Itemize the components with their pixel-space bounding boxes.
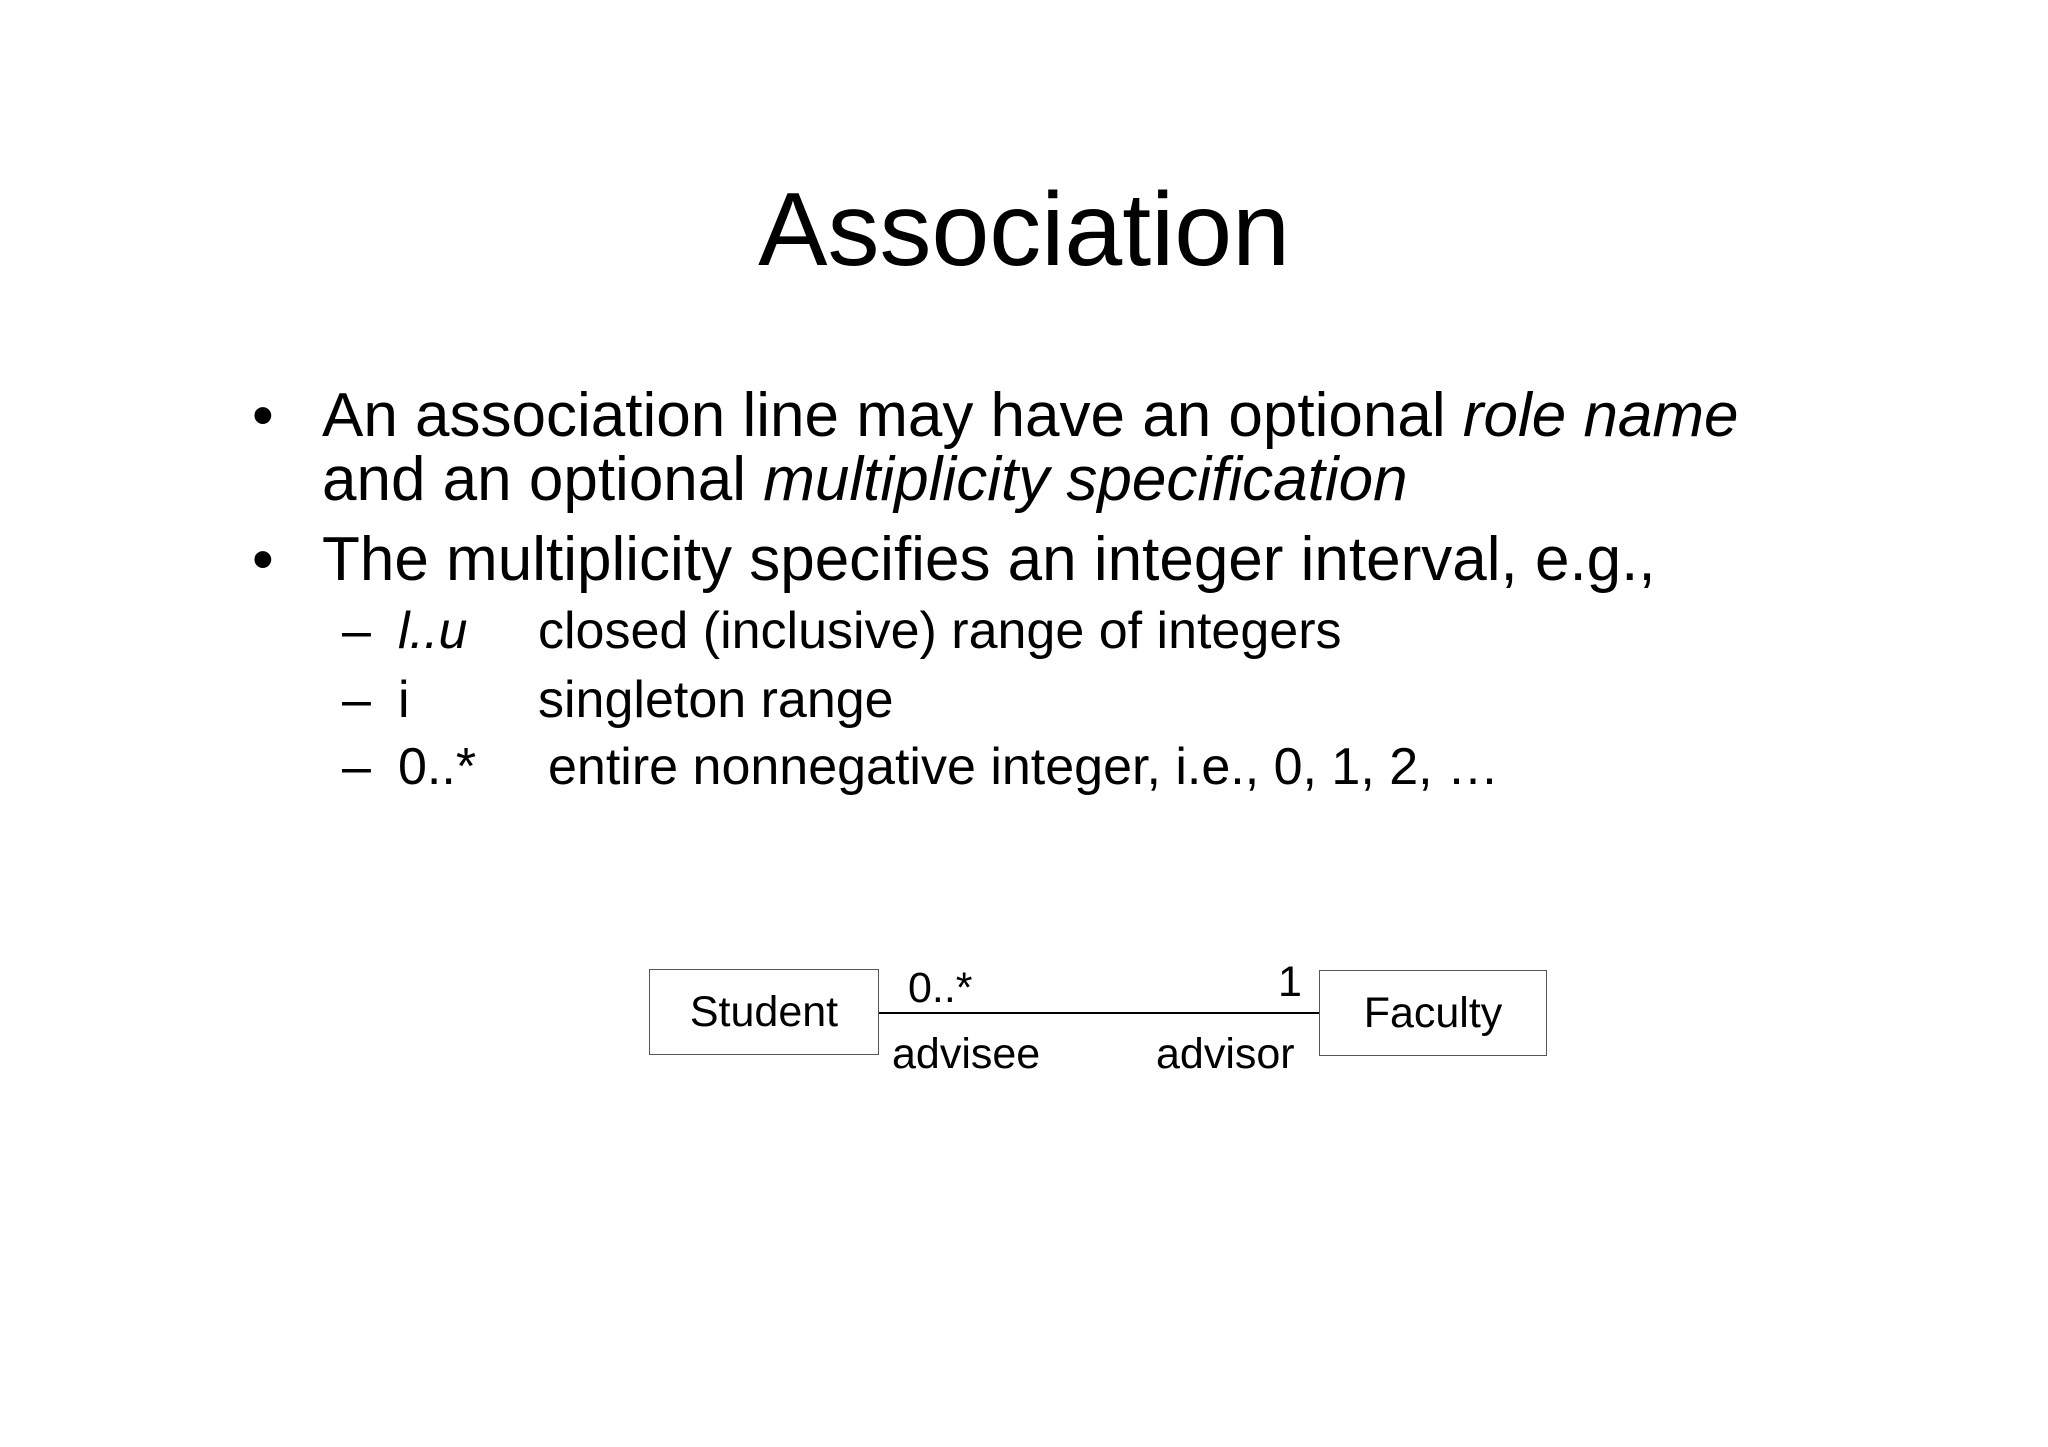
bullet-marker: • <box>252 381 274 450</box>
sub-bullet-marker: – <box>342 671 371 729</box>
bullet-text-segment: and an optional <box>322 445 764 514</box>
multiplicity-key: i <box>398 671 410 729</box>
class-name: Student <box>689 987 839 1036</box>
multiplicity-key: 0..* <box>398 738 477 796</box>
bullet-text: The multiplicity specifies an integer interval, e.g., <box>322 525 1656 594</box>
class-box-faculty <box>1319 970 1547 1056</box>
multiplicity-key: l..u <box>398 602 468 660</box>
multiplicity-description: entire nonnegative integer, i.e., 0, 1, 2, … <box>548 738 1500 796</box>
slide-title: Association <box>758 172 1290 288</box>
right-role-label: advisor <box>1156 1030 1295 1078</box>
left-role-label: advisee <box>892 1030 1041 1078</box>
sub-bullet-marker: – <box>342 738 371 796</box>
multiplicity-description: singleton range <box>538 671 894 729</box>
association-line <box>879 1012 1319 1014</box>
bullet-text-segment-italic: multiplicity specification <box>763 445 1408 514</box>
right-multiplicity-label: 1 <box>1278 958 1302 1006</box>
left-multiplicity-label: 0..* <box>908 964 973 1012</box>
bullet-text-segment: An association line may have an optional <box>322 381 1463 450</box>
bullet-text-segment-italic: role name <box>1462 381 1739 450</box>
multiplicity-description: closed (inclusive) range of integers <box>538 602 1342 660</box>
class-name: Faculty <box>1363 988 1503 1037</box>
sub-bullet-marker: – <box>342 602 371 660</box>
bullet-marker: • <box>252 525 274 594</box>
class-box-student <box>649 969 879 1055</box>
